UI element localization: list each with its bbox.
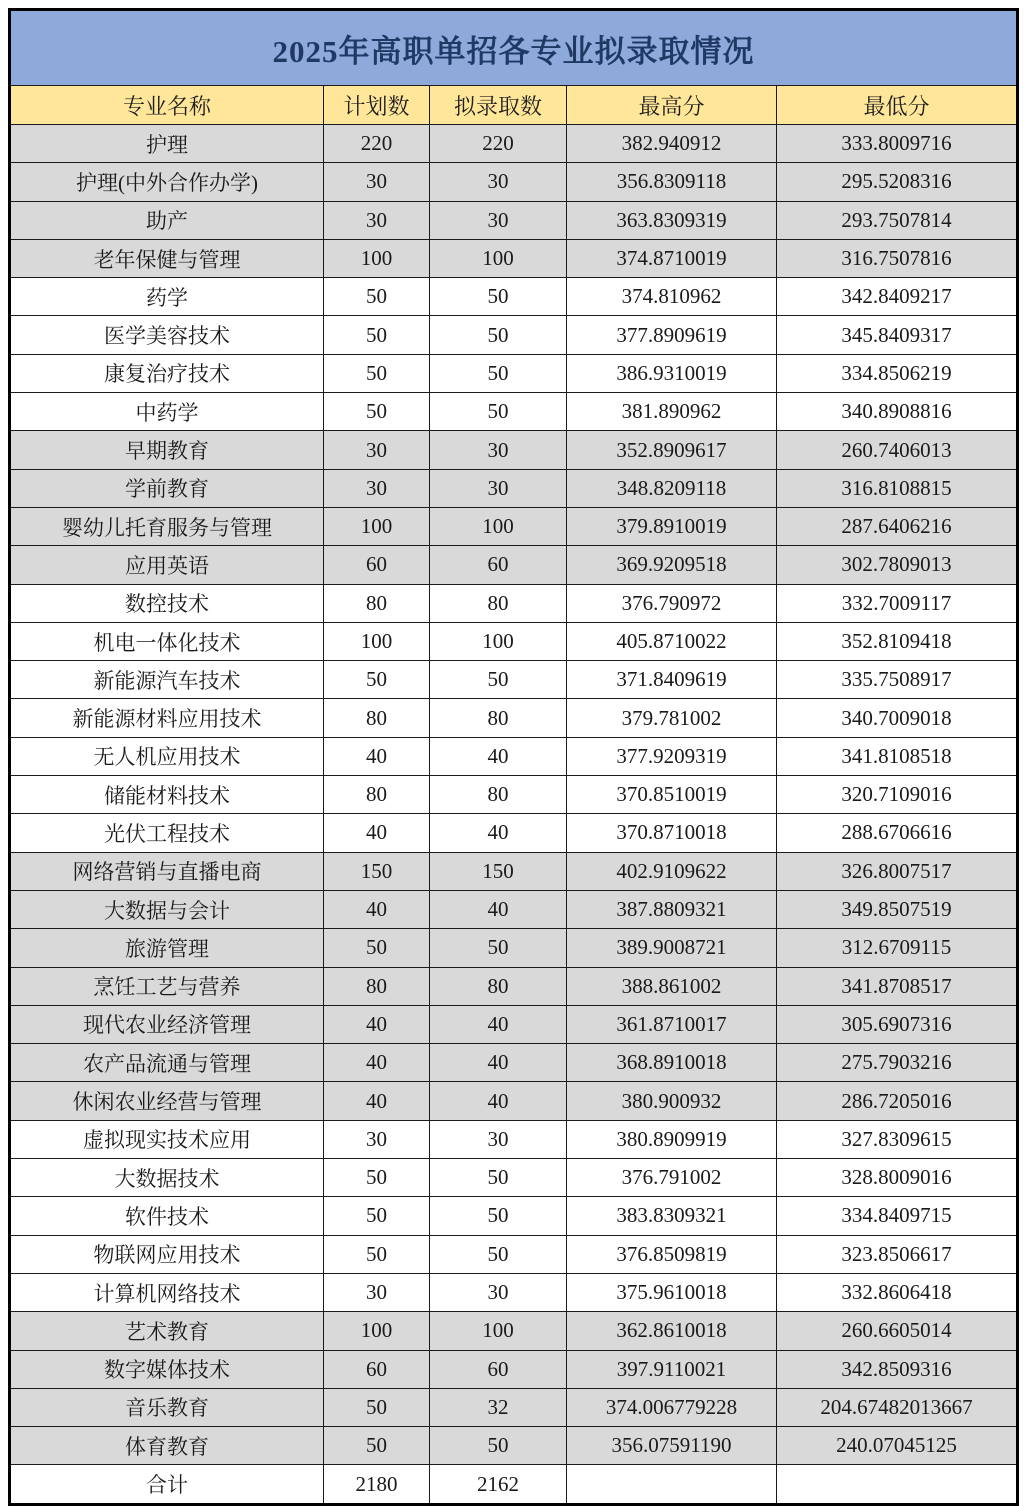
major-name-cell: 学前教育 [10,469,324,507]
major-name-cell: 计算机网络技术 [10,1273,324,1311]
admit-count-cell: 60 [430,1350,567,1388]
table-row [10,546,1018,584]
major-name-cell: 康复治疗技术 [10,354,324,392]
max-score-cell: 376.791002 [567,1159,777,1197]
table-row [10,507,1018,545]
major-name-cell: 软件技术 [10,1197,324,1235]
plan-count-cell: 30 [324,431,430,469]
admit-count-cell: 30 [430,469,567,507]
max-score-cell: 380.900932 [567,1082,777,1120]
major-name-cell: 机电一体化技术 [10,622,324,660]
admit-count-cell: 80 [430,584,567,622]
min-score-cell: 275.7903216 [777,1044,1018,1082]
plan-count-cell: 80 [324,776,430,814]
plan-count-cell: 50 [324,929,430,967]
admit-count-cell: 40 [430,1082,567,1120]
max-score-cell: 376.790972 [567,584,777,622]
major-name-cell: 网络营销与直播电商 [10,852,324,890]
admit-count-cell: 150 [430,852,567,890]
major-name-cell: 数控技术 [10,584,324,622]
max-score-cell: 371.8409619 [567,661,777,699]
major-name-cell: 老年保健与管理 [10,239,324,277]
min-score-cell: 293.7507814 [777,201,1018,239]
min-score-cell: 327.8309615 [777,1120,1018,1158]
col-header-max-score: 最高分 [567,86,777,125]
major-name-cell: 数字媒体技术 [10,1350,324,1388]
major-name-cell: 物联网应用技术 [10,1235,324,1273]
major-name-cell: 艺术教育 [10,1312,324,1350]
admit-count-cell: 80 [430,776,567,814]
max-score-cell: 402.9109622 [567,852,777,890]
max-score-cell: 387.8809321 [567,890,777,928]
major-name-cell: 烹饪工艺与营养 [10,967,324,1005]
min-score-cell: 328.8009016 [777,1159,1018,1197]
admit-count-cell: 100 [430,1312,567,1350]
min-score-cell: 345.8409317 [777,316,1018,354]
major-name-cell: 合计 [10,1465,324,1504]
admit-count-cell: 50 [430,1427,567,1465]
major-name-cell: 体育教育 [10,1427,324,1465]
max-score-cell: 379.781002 [567,699,777,737]
table-row [10,622,1018,660]
plan-count-cell: 40 [324,1005,430,1043]
admit-count-cell: 80 [430,699,567,737]
major-name-cell: 早期教育 [10,431,324,469]
table-row [10,1235,1018,1273]
min-score-cell: 302.7809013 [777,546,1018,584]
major-name-cell: 中药学 [10,393,324,431]
table-row [10,1312,1018,1350]
min-score-cell: 287.6406216 [777,507,1018,545]
table-row [10,393,1018,431]
admit-count-cell: 30 [430,201,567,239]
max-score-cell: 352.8909617 [567,431,777,469]
table-row [10,1388,1018,1426]
plan-count-cell: 50 [324,393,430,431]
min-score-cell: 326.8007517 [777,852,1018,890]
table-row [10,776,1018,814]
max-score-cell: 374.8710019 [567,239,777,277]
min-score-cell: 342.8509316 [777,1350,1018,1388]
plan-count-cell: 50 [324,1427,430,1465]
min-score-cell: 204.67482013667 [777,1388,1018,1426]
table-row [10,125,1018,163]
plan-count-cell: 100 [324,239,430,277]
admit-count-cell: 50 [430,1235,567,1273]
plan-count-cell: 2180 [324,1465,430,1504]
max-score-cell: 356.8309118 [567,163,777,201]
plan-count-cell: 30 [324,469,430,507]
plan-count-cell: 40 [324,890,430,928]
major-name-cell: 虚拟现实技术应用 [10,1120,324,1158]
max-score-cell: 370.8510019 [567,776,777,814]
plan-count-cell: 150 [324,852,430,890]
admit-count-cell: 30 [430,163,567,201]
plan-count-cell: 80 [324,967,430,1005]
min-score-cell: 340.7009018 [777,699,1018,737]
table-row [10,1197,1018,1235]
min-score-cell: 333.8009716 [777,125,1018,163]
max-score-cell: 377.8909619 [567,316,777,354]
major-name-cell: 储能材料技术 [10,776,324,814]
major-name-cell: 婴幼儿托育服务与管理 [10,507,324,545]
admit-count-cell: 100 [430,507,567,545]
table-row [10,316,1018,354]
max-score-cell: 376.8509819 [567,1235,777,1273]
min-score-cell: 349.8507519 [777,890,1018,928]
min-score-cell: 312.6709115 [777,929,1018,967]
table-row [10,1273,1018,1311]
col-header-min-score: 最低分 [777,86,1018,125]
max-score-cell: 362.8610018 [567,1312,777,1350]
plan-count-cell: 50 [324,1159,430,1197]
major-name-cell: 无人机应用技术 [10,737,324,775]
admit-count-cell: 100 [430,239,567,277]
table-row [10,1350,1018,1388]
title-row [10,10,1018,86]
admit-count-cell: 30 [430,1273,567,1311]
admit-count-cell: 80 [430,967,567,1005]
admit-count-cell: 220 [430,125,567,163]
min-score-cell: 305.6907316 [777,1005,1018,1043]
min-score-cell: 332.7009117 [777,584,1018,622]
plan-count-cell: 100 [324,507,430,545]
plan-count-cell: 40 [324,1082,430,1120]
column-header-row [10,86,1018,125]
min-score-cell: 260.6605014 [777,1312,1018,1350]
table-row [10,163,1018,201]
admit-count-cell: 50 [430,354,567,392]
table-row [10,278,1018,316]
admission-results-table [8,8,1019,1506]
min-score-cell: 341.8108518 [777,737,1018,775]
major-name-cell: 农产品流通与管理 [10,1044,324,1082]
min-score-cell: 340.8908816 [777,393,1018,431]
table-row [10,814,1018,852]
admit-count-cell: 40 [430,1044,567,1082]
max-score-cell: 375.9610018 [567,1273,777,1311]
plan-count-cell: 60 [324,546,430,584]
max-score-cell: 369.9209518 [567,546,777,584]
table-row [10,201,1018,239]
table-row [10,661,1018,699]
table-row [10,1044,1018,1082]
min-score-cell: 341.8708517 [777,967,1018,1005]
major-name-cell: 大数据与会计 [10,890,324,928]
table-row [10,239,1018,277]
major-name-cell: 新能源汽车技术 [10,661,324,699]
min-score-cell: 335.7508917 [777,661,1018,699]
max-score-cell: 363.8309319 [567,201,777,239]
table-row [10,469,1018,507]
table-row [10,1082,1018,1120]
max-score-cell: 380.8909919 [567,1120,777,1158]
major-name-cell: 音乐教育 [10,1388,324,1426]
plan-count-cell: 40 [324,737,430,775]
plan-count-cell: 220 [324,125,430,163]
plan-count-cell: 30 [324,1120,430,1158]
admit-count-cell: 50 [430,316,567,354]
total-row [10,1465,1018,1504]
max-score-cell: 389.9008721 [567,929,777,967]
plan-count-cell: 30 [324,1273,430,1311]
table-body [10,125,1018,1505]
max-score-cell: 405.8710022 [567,622,777,660]
table-row [10,354,1018,392]
table-row [10,737,1018,775]
table-row [10,967,1018,1005]
plan-count-cell: 40 [324,1044,430,1082]
table-row [10,431,1018,469]
table-row [10,890,1018,928]
plan-count-cell: 50 [324,354,430,392]
max-score-cell: 382.940912 [567,125,777,163]
admit-count-cell: 40 [430,814,567,852]
plan-count-cell: 50 [324,661,430,699]
admit-count-cell: 100 [430,622,567,660]
major-name-cell: 光伏工程技术 [10,814,324,852]
min-score-cell: 316.8108815 [777,469,1018,507]
max-score-cell: 361.8710017 [567,1005,777,1043]
admit-count-cell: 30 [430,1120,567,1158]
max-score-cell: 368.8910018 [567,1044,777,1082]
major-name-cell: 助产 [10,201,324,239]
plan-count-cell: 80 [324,699,430,737]
min-score-cell [777,1465,1018,1504]
major-name-cell: 护理(中外合作办学) [10,163,324,201]
plan-count-cell: 30 [324,201,430,239]
admit-count-cell: 50 [430,1197,567,1235]
admit-count-cell: 50 [430,929,567,967]
plan-count-cell: 100 [324,622,430,660]
admit-count-cell: 40 [430,1005,567,1043]
plan-count-cell: 60 [324,1350,430,1388]
admit-count-cell: 50 [430,393,567,431]
plan-count-cell: 80 [324,584,430,622]
major-name-cell: 药学 [10,278,324,316]
table-row [10,699,1018,737]
plan-count-cell: 50 [324,1235,430,1273]
major-name-cell: 现代农业经济管理 [10,1005,324,1043]
max-score-cell: 356.07591190 [567,1427,777,1465]
table-row [10,852,1018,890]
min-score-cell: 332.8606418 [777,1273,1018,1311]
major-name-cell: 应用英语 [10,546,324,584]
major-name-cell: 医学美容技术 [10,316,324,354]
max-score-cell: 374.810962 [567,278,777,316]
major-name-cell: 新能源材料应用技术 [10,699,324,737]
max-score-cell [567,1465,777,1504]
admit-count-cell: 2162 [430,1465,567,1504]
page-title: 2025年高职单招各专业拟录取情况 [10,10,1018,86]
min-score-cell: 342.8409217 [777,278,1018,316]
plan-count-cell: 50 [324,1197,430,1235]
admit-count-cell: 30 [430,431,567,469]
plan-count-cell: 50 [324,1388,430,1426]
col-header-admit-count: 拟录取数 [430,86,567,125]
min-score-cell: 320.7109016 [777,776,1018,814]
major-name-cell: 旅游管理 [10,929,324,967]
min-score-cell: 286.7205016 [777,1082,1018,1120]
col-header-major-name: 专业名称 [10,86,324,125]
admit-count-cell: 32 [430,1388,567,1426]
max-score-cell: 374.006779228 [567,1388,777,1426]
table-row [10,1427,1018,1465]
plan-count-cell: 30 [324,163,430,201]
col-header-plan-count: 计划数 [324,86,430,125]
max-score-cell: 348.8209118 [567,469,777,507]
min-score-cell: 316.7507816 [777,239,1018,277]
max-score-cell: 377.9209319 [567,737,777,775]
min-score-cell: 352.8109418 [777,622,1018,660]
major-name-cell: 休闲农业经营与管理 [10,1082,324,1120]
max-score-cell: 370.8710018 [567,814,777,852]
max-score-cell: 383.8309321 [567,1197,777,1235]
admit-count-cell: 60 [430,546,567,584]
plan-count-cell: 100 [324,1312,430,1350]
min-score-cell: 260.7406013 [777,431,1018,469]
plan-count-cell: 50 [324,316,430,354]
plan-count-cell: 40 [324,814,430,852]
admit-count-cell: 40 [430,737,567,775]
table-row [10,1159,1018,1197]
max-score-cell: 397.9110021 [567,1350,777,1388]
min-score-cell: 295.5208316 [777,163,1018,201]
min-score-cell: 334.8409715 [777,1197,1018,1235]
table-row [10,1005,1018,1043]
admit-count-cell: 50 [430,278,567,316]
min-score-cell: 240.07045125 [777,1427,1018,1465]
plan-count-cell: 50 [324,278,430,316]
table-row [10,929,1018,967]
min-score-cell: 334.8506219 [777,354,1018,392]
table-row [10,584,1018,622]
max-score-cell: 386.9310019 [567,354,777,392]
table-row [10,1120,1018,1158]
admit-count-cell: 50 [430,1159,567,1197]
admit-count-cell: 40 [430,890,567,928]
min-score-cell: 323.8506617 [777,1235,1018,1273]
max-score-cell: 379.8910019 [567,507,777,545]
admit-count-cell: 50 [430,661,567,699]
min-score-cell: 288.6706616 [777,814,1018,852]
major-name-cell: 大数据技术 [10,1159,324,1197]
max-score-cell: 381.890962 [567,393,777,431]
major-name-cell: 护理 [10,125,324,163]
max-score-cell: 388.861002 [567,967,777,1005]
